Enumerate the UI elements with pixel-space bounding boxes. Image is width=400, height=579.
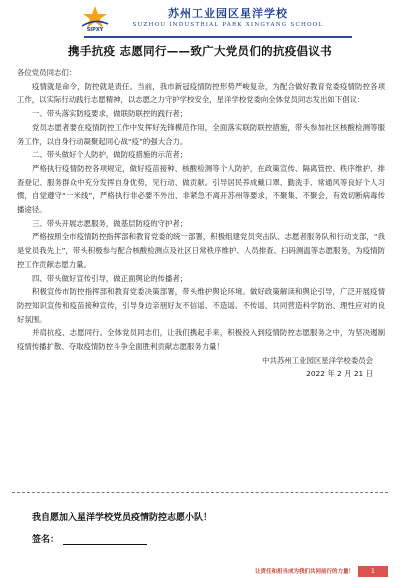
- signature-field[interactable]: [32, 532, 147, 545]
- footer-slogan: 让责任和担当成为我们共同前行的力量！: [254, 569, 354, 575]
- header-rule: [84, 36, 352, 38]
- signature-label: 签名：: [32, 535, 60, 545]
- section-heading-4: 四、带头做好宣传引导，做正面舆论的传播者；: [32, 273, 188, 283]
- cut-line-divider: [12, 492, 388, 493]
- section-heading-1: 一、带头落实防疫要求，做联防联控的践行者；: [32, 109, 188, 119]
- page-number: 1: [358, 566, 388, 577]
- school-name-en: SUZHOU INDUSTRIAL PARK XINGYANG SCHOOL: [132, 22, 324, 28]
- paragraph-4: 积极宣传市防控指挥部和教育党委决策部署，带头维护舆论环境。做好政策解读和舆论引导，广泛开展疫情防控知识宣传和疫苗接种宣传，引导身边亲朋好友不信谣、不造谣、不传谣，共同营造科学防治、理性应对的良好氛围。: [17, 287, 385, 324]
- school-logo-icon: [80, 4, 110, 32]
- page-footer: [0, 565, 400, 579]
- paragraph-2: 严格执行疫情防控各项规定，做好疫苗接种、核酸检测等个人防护，在政策宣传、隔离管控、秩序维护、排查登记、服务群众中充分发挥自身优势，见行动、做贡献。引导居民养成戴口罩、勤洗手、常通风等良好个人习惯，自觉遵守“一米线”，严格执行非必要不外出、非紧急不离开苏州等要求，不聚集、不聚会，有效切断病毒传播途径。: [17, 163, 385, 215]
- paragraph-3: 严格按照全市疫情防控指挥部和教育党委的统一部署，积极组建党员突击队、志愿者服务队和行动支部，“我是党员我先上”，带头积极参与配合核酸检测点及社区日常秩序维护、人员排查、扫码测温等志愿服务，为疫情防控工作贡献志愿力量。: [17, 232, 385, 269]
- document-body: [17, 66, 385, 381]
- signature: 中共苏州工业园区星洋学校委员会: [262, 355, 373, 365]
- document-title: 携手抗疫 志愿同行——致广大党员们的抗疫倡议书: [68, 44, 332, 58]
- date: 2022 年 2 月 21 日: [306, 369, 373, 379]
- signature-line[interactable]: [63, 535, 147, 545]
- section-heading-3: 三、带头开展志愿服务，做基层防疫的守护者；: [32, 218, 188, 228]
- paragraph-1: 党员志愿者要在疫情防控工作中发挥好先锋模范作用，全面落实联防联控措施，带头参加社区核酸检测等服务工作，以自身行动凝聚起同心战“疫”的强大合力。: [17, 122, 385, 146]
- paragraph-intro: 疫情就是命令，防控就是责任。当前，我市新冠疫情防控形势严峻复杂，为配合做好教育党委疫情防控各项工作，以实际行动践行志愿精神，以志愿之力守护学校安全，星洋学校党委向全体党员同志发出如下倡议：: [17, 81, 385, 105]
- section-heading-2: 二、带头做好个人防护，做防疫措施的示范者；: [32, 150, 188, 160]
- logo-text: SIPXY: [86, 27, 104, 32]
- volunteer-pledge: 我自愿加入星洋学校党员疫情防控志愿小队！: [32, 513, 213, 523]
- greeting: 各位党员同志们：: [17, 68, 77, 77]
- letterhead: [0, 0, 400, 38]
- paragraph-closing: 并肩抗疫、志愿同行。全体党员同志们，让我们携起手来，积极投入到疫情防控志愿服务之中，为坚决遏制疫情传播扩散、夺取疫情防控斗争全面胜利贡献志愿服务力量！: [17, 328, 385, 352]
- school-name-cn: 苏州工业园区星洋学校: [168, 7, 288, 20]
